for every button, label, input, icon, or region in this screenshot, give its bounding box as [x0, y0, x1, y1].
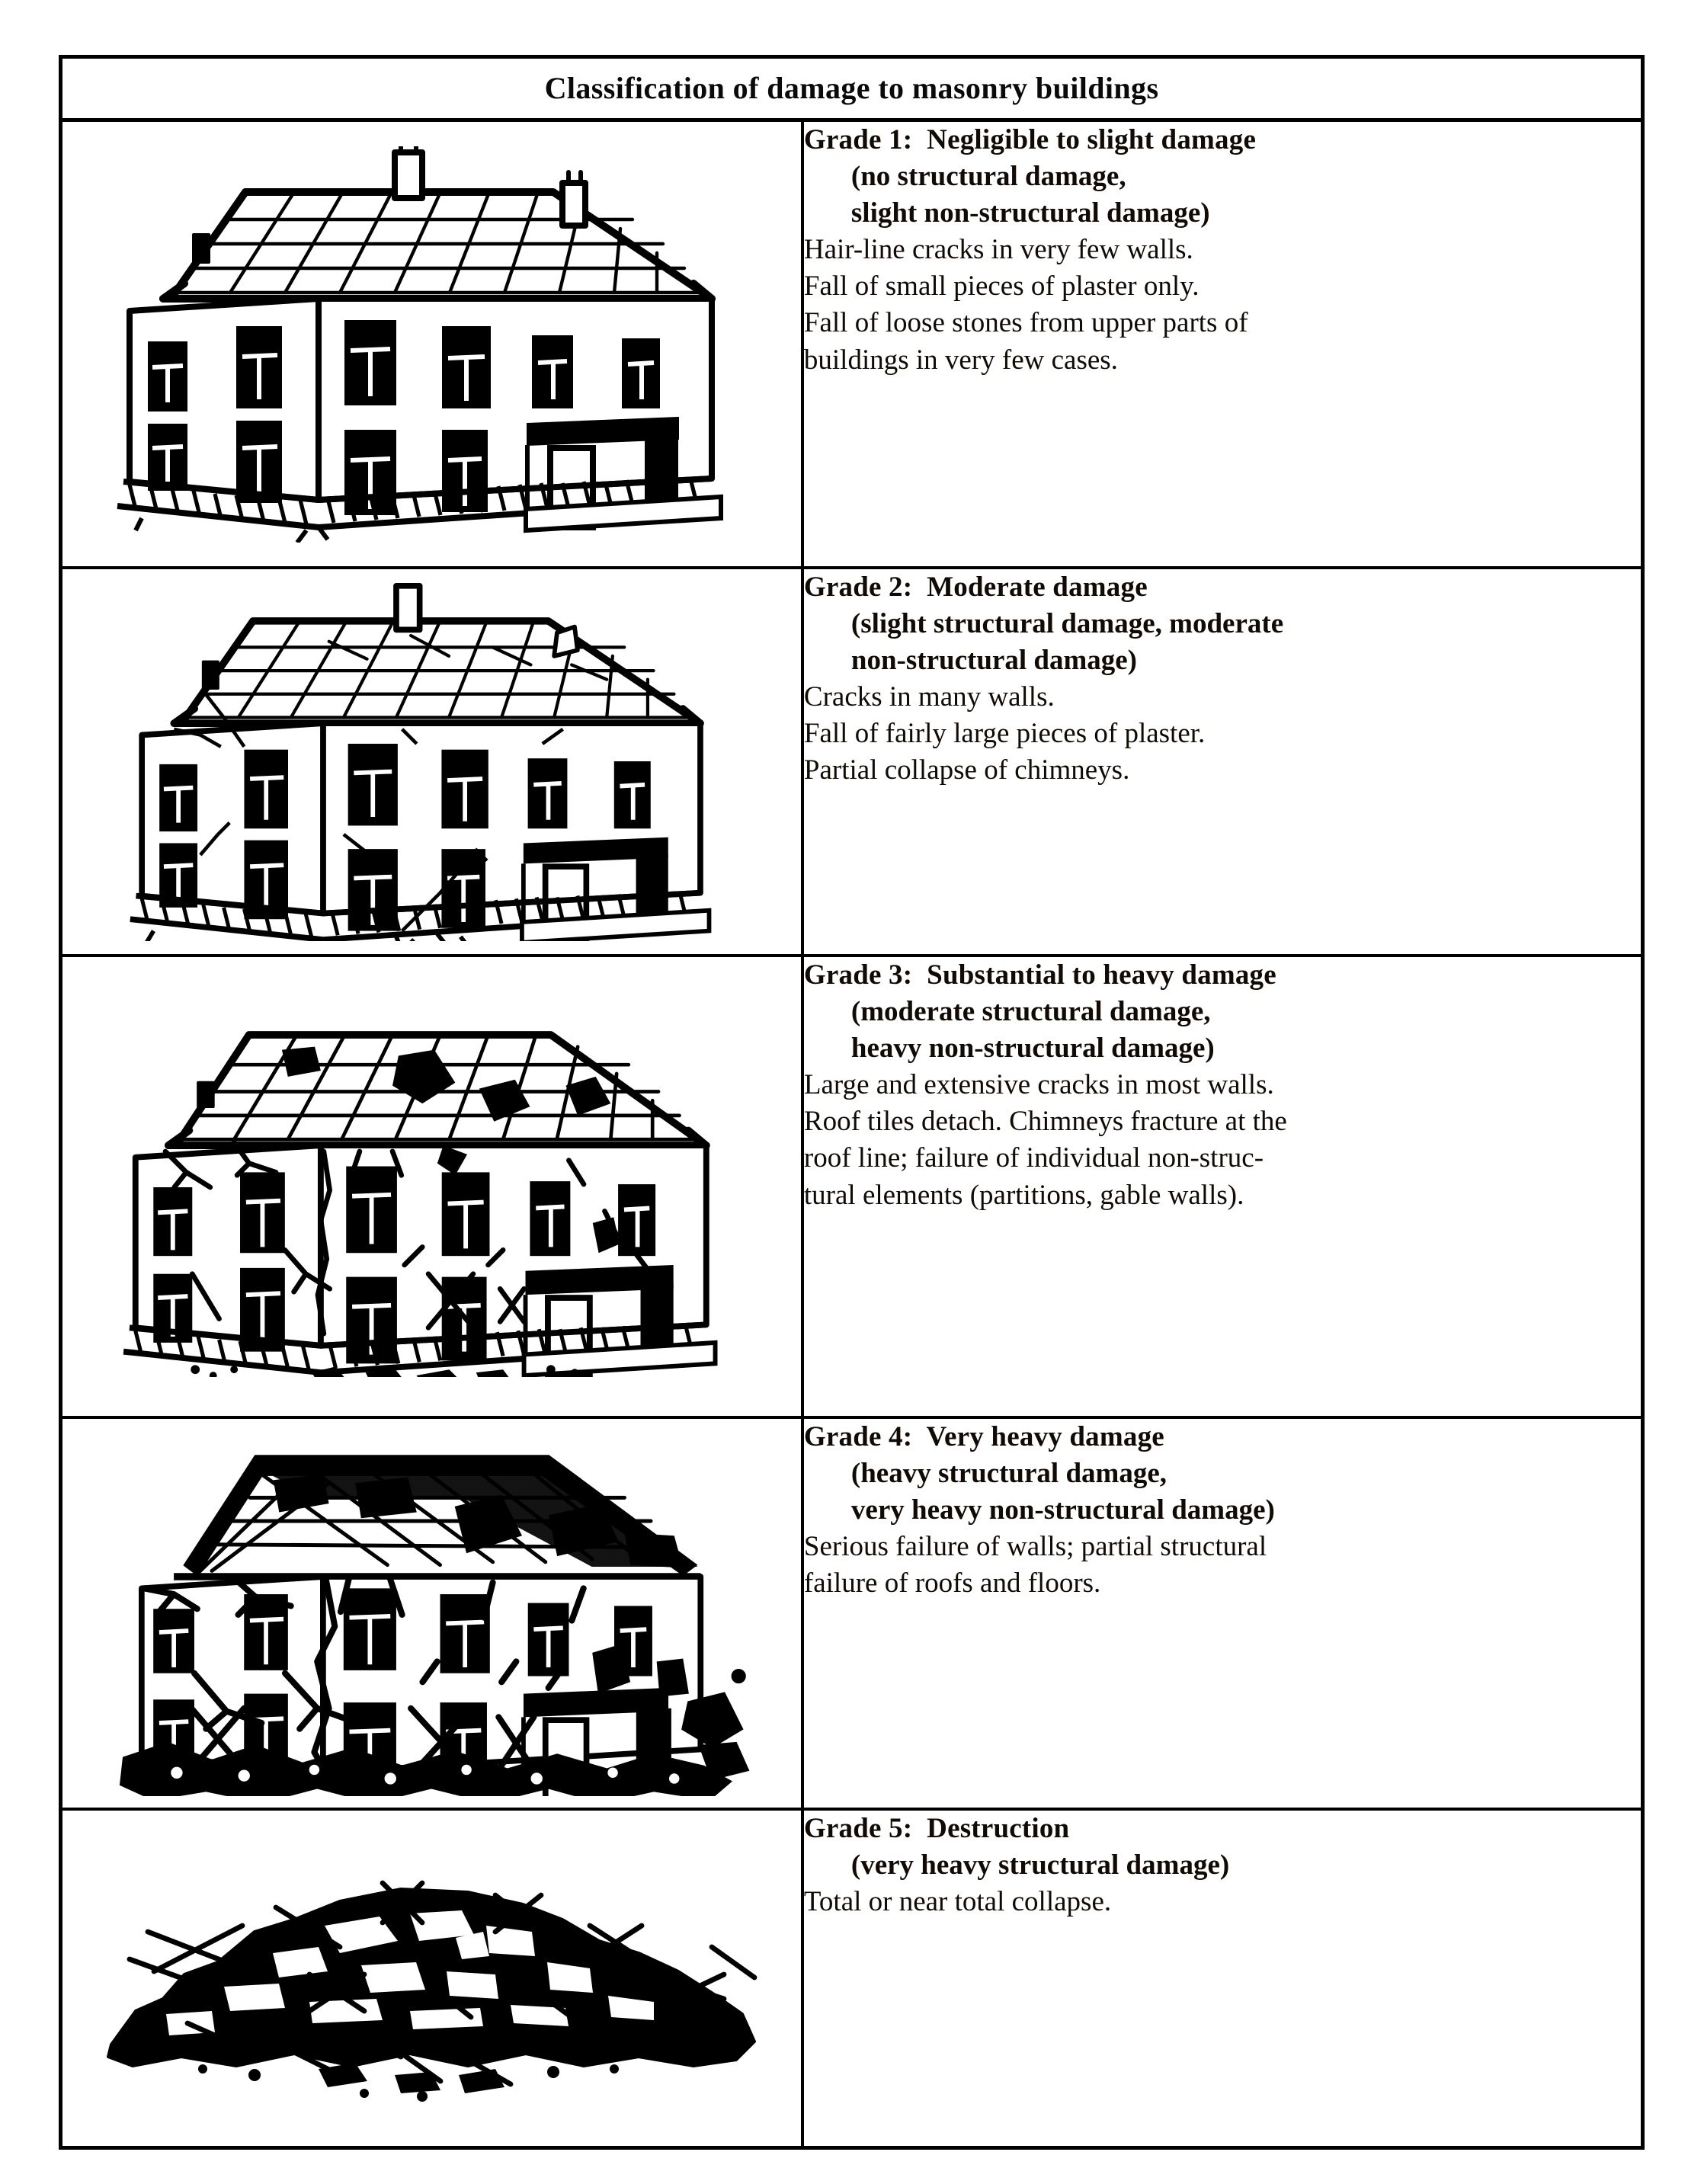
grade-heading: Grade 1: Negligible to slight damage: [803, 124, 1257, 155]
grade-paren-line: (no structural damage,: [850, 161, 1126, 193]
text-cell-grade-5: [802, 1809, 1643, 2148]
grade-heading: Grade 4: Very heavy damage: [803, 1421, 1164, 1452]
grade-body-line: Roof tiles detach. Chimneys fracture at the: [803, 1106, 1287, 1138]
grade-paren-line: very heavy non-structural damage): [850, 1494, 1275, 1526]
grade-description-block: [804, 1419, 1641, 1602]
table-header-row: [61, 57, 1643, 120]
grade-body-line: Partial collapse of chimneys.: [803, 754, 1130, 786]
grade-body-line: tural elements (partitions, gable walls).: [803, 1179, 1244, 1211]
grade-body-line: failure of roofs and floors.: [803, 1568, 1101, 1600]
grade-body-line: Fall of small pieces of plaster only.: [803, 271, 1200, 303]
figure-cell-grade-2: [61, 568, 802, 956]
text-cell-grade-2: [802, 568, 1643, 956]
grade-heading: Grade 5: Destruction: [803, 1813, 1070, 1844]
grade-paren-line: (very heavy structural damage): [850, 1849, 1230, 1881]
masonry-building-grade-3-illustration: [62, 957, 801, 1416]
table-title-cell: [61, 57, 1643, 120]
masonry-building-grade-5-illustration: [62, 1811, 801, 2146]
table-row: [61, 956, 1643, 1417]
grade-body-line: Serious failure of walls; partial structural: [803, 1531, 1267, 1563]
text-cell-grade-4: [802, 1417, 1643, 1809]
table-row: [61, 1809, 1643, 2148]
figure-cell-grade-1: [61, 120, 802, 568]
grade-description-block: [804, 122, 1641, 379]
masonry-building-grade-2-illustration: [62, 569, 801, 954]
masonry-building-grade-1-illustration: [62, 122, 801, 566]
page-title: Classification of damage to masonry buildings: [544, 71, 1159, 105]
grade-paren-line: heavy non-structural damage): [850, 1033, 1215, 1065]
grade-body-line: Hair-line cracks in very few walls.: [803, 234, 1193, 266]
grade-body-line: Fall of loose stones from upper parts of: [803, 307, 1248, 339]
figure-cell-grade-4: [61, 1417, 802, 1809]
grade-paren-line: non-structural damage): [850, 645, 1138, 677]
text-cell-grade-1: [802, 120, 1643, 568]
grade-paren-line: (slight structural damage, moderate: [850, 608, 1284, 640]
figure-cell-grade-5: [61, 1809, 802, 2148]
figure-cell-grade-3: [61, 956, 802, 1417]
grade-body-line: Fall of fairly large pieces of plaster.: [803, 718, 1206, 750]
grade-paren-line: (moderate structural damage,: [850, 996, 1211, 1028]
grade-body-line: Total or near total collapse.: [803, 1886, 1112, 1918]
damage-classification-table: [59, 55, 1645, 2150]
grade-body-line: Cracks in many walls.: [803, 681, 1055, 713]
grade-body-line: Large and extensive cracks in most walls.: [803, 1069, 1274, 1101]
grade-body-line: buildings in very few cases.: [803, 344, 1118, 376]
grade-description-block: [804, 957, 1641, 1214]
grade-description-block: [804, 1811, 1641, 1920]
text-cell-grade-3: [802, 956, 1643, 1417]
grade-heading: Grade 3: Substantial to heavy damage: [803, 959, 1276, 991]
grade-paren-line: (heavy structural damage,: [850, 1458, 1167, 1490]
grade-description-block: [804, 569, 1641, 789]
table-row: [61, 120, 1643, 568]
grade-body-line: roof line; failure of individual non-struc-: [803, 1142, 1264, 1174]
grade-paren-line: slight non-structural damage): [850, 197, 1210, 229]
table-row: [61, 568, 1643, 956]
table-row: [61, 1417, 1643, 1809]
masonry-building-grade-4-illustration: [62, 1419, 801, 1808]
grade-heading: Grade 2: Moderate damage: [803, 572, 1148, 603]
